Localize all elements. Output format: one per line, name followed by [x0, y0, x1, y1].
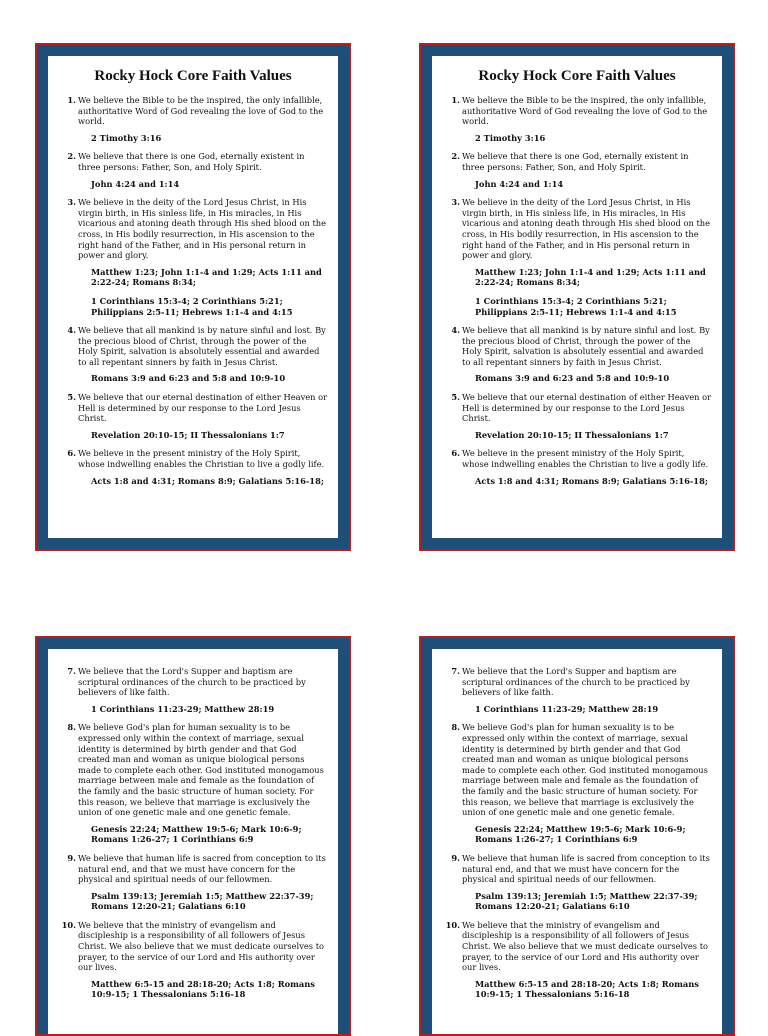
value-text: We believe that the ministry of evangelism and discipleship is a responsibility of all followers of Jesus Christ. We also believe that we must dedicate ourselves to prayer, to the service of our Lord and His authority over our lives.: [78, 919, 325, 973]
scripture-reference: 1 Corinthians 11:23-29; Matthew 28:19: [91, 703, 275, 714]
faith-value-item: [48, 197, 338, 317]
value-number: 1.: [67, 95, 76, 105]
value-statement: [432, 920, 722, 973]
value-number: 6.: [67, 448, 76, 459]
value-number: 3.: [451, 197, 460, 208]
faith-value-item: [48, 151, 338, 189]
value-text: We believe that the Lord's Supper and baptism are scriptural ordinances of the church to be practiced by believers of like faith.: [78, 666, 306, 698]
value-text: We believe in the deity of the Lord Jesus Christ, in His virgin birth, in His sinless life, in His miracles, in His vicarious and atoning death through His shed blood on the cross, in His bodily resurrection, in His ascension to the right hand of the Father, and in His personal return in power and glory.: [78, 197, 327, 261]
scripture-reference: Matthew 1:23; John 1:1-4 and 1:29; Acts 1:11 and 2:22-24; Romans 8:34;: [475, 266, 706, 288]
value-statement: [48, 920, 338, 973]
faith-value-item: [432, 325, 722, 384]
card-content: [432, 56, 722, 538]
value-number: 3.: [67, 197, 76, 208]
scripture-reference: Matthew 1:23; John 1:1-4 and 1:29; Acts 1:11 and 2:22-24; Romans 8:34;: [91, 266, 322, 288]
value-text: We believe that the Lord's Supper and baptism are scriptural ordinances of the church to be practiced by believers of like faith.: [462, 666, 690, 698]
value-text: We believe in the deity of the Lord Jesus Christ, in His virgin birth, in His sinless life, in His miracles, in His vicarious and atoning death through His shed blood on the cross, in His bodily resurrection, in His ascension to the right hand of the Father, and in His personal return in power and glory.: [462, 197, 711, 261]
value-statement: [432, 325, 722, 367]
scripture-reference: Romans 3:9 and 6:23 and 5:8 and 10:9-10: [91, 373, 286, 384]
value-text: We believe that there is one God, eternally existent in three persons: Father, Son, and Holy Spirit.: [462, 151, 689, 172]
value-number: 9.: [451, 852, 460, 863]
value-statement: [48, 448, 338, 469]
scripture-reference: John 4:24 and 1:14: [475, 178, 564, 189]
values-list: [432, 95, 722, 486]
value-text: We believe the Bible to be the inspired, the only infallible, authoritative Word of God revealing the love of God to the world.: [462, 95, 708, 127]
card-title: Rocky Hock Core Faith Values: [478, 68, 676, 84]
value-number: 4.: [67, 325, 76, 336]
value-number: 10.: [445, 919, 460, 930]
scripture-reference: Revelation 20:10-15; II Thessalonians 1:7: [91, 429, 285, 440]
scripture-reference: Psalm 139:13; Jeremiah 1:5; Matthew 22:37-39; Romans 12:20-21; Galatians 6:10: [91, 890, 314, 912]
card-content: [48, 56, 338, 538]
value-statement: [48, 666, 338, 698]
value-text: We believe in the present ministry of the Holy Spirit, whose indwelling enables the Christian to live a godly life.: [78, 448, 325, 470]
scripture-reference: 1 Corinthians 15:3-4; 2 Corinthians 5:21; Philippians 2:5-11; Hebrews 1:1-4 and 4:15: [91, 295, 293, 317]
value-number: 9.: [67, 852, 76, 863]
faith-value-item: [48, 666, 338, 714]
value-statement: [432, 392, 722, 424]
value-text: We believe God's plan for human sexuality is to be expressed only within the context of marriage, sexual identity is determined by birth gender and that God created man and woman as unique biological persons made to complete each other. God instituted monogamous marriage between male and female as the foundation of the family and the basic structure of human society. For this reason, we believe that marriage is exclusively the union of one genetic male and one genetic female.: [462, 722, 708, 818]
value-statement: [48, 853, 338, 885]
value-number: 2.: [451, 151, 460, 162]
value-text: We believe that human life is sacred from conception to its natural end, and that we must have concern for the physical and spiritual needs of our fellowmen.: [78, 852, 326, 885]
faith-value-item: [432, 197, 722, 317]
value-text: We believe that all mankind is by nature sinful and lost. By the precious blood of Christ, through the power of the Holy Spirit, salvation is absolutely essential and awarded to all repentant sinners by faith in Jesus Christ.: [462, 325, 710, 367]
value-number: 10.: [61, 919, 76, 930]
faith-value-item: [432, 722, 722, 845]
faith-card-back-right: [419, 636, 735, 1036]
value-text: We believe that human life is sacred from conception to its natural end, and that we must have concern for the physical and spiritual needs of our fellowmen.: [462, 852, 710, 885]
value-statement: [432, 197, 722, 261]
faith-value-item: [48, 448, 338, 486]
value-number: 8.: [67, 722, 76, 733]
value-text: We believe in the present ministry of the Holy Spirit, whose indwelling enables the Christian to live a godly life.: [462, 448, 709, 470]
faith-value-item: [432, 95, 722, 143]
value-statement: [48, 325, 338, 367]
value-number: 5.: [451, 392, 460, 403]
value-statement: [432, 448, 722, 469]
value-statement: [48, 95, 338, 127]
value-number: 5.: [67, 392, 76, 403]
scripture-reference: Acts 1:8 and 4:31; Romans 8:9; Galatians 5:16-18;: [475, 475, 708, 486]
card-title: Rocky Hock Core Faith Values: [94, 68, 292, 84]
scripture-reference: 1 Corinthians 15:3-4; 2 Corinthians 5:21; Philippians 2:5-11; Hebrews 1:1-4 and 4:15: [475, 295, 677, 317]
faith-card-back-left: [35, 636, 351, 1036]
faith-value-item: [48, 853, 338, 912]
values-list: [432, 666, 722, 1000]
faith-value-item: [48, 325, 338, 384]
value-statement: [432, 151, 722, 172]
faith-value-item: [48, 722, 338, 845]
value-text: We believe that our eternal destination of either Heaven or Hell is determined by our response to the Lord Jesus Christ.: [462, 392, 712, 424]
faith-value-item: [48, 920, 338, 1000]
value-statement: [48, 151, 338, 172]
value-text: We believe that the ministry of evangelism and discipleship is a responsibility of all followers of Jesus Christ. We also believe that we must dedicate ourselves to prayer, to the service of our Lord and His authority over our lives.: [462, 919, 709, 973]
value-text: We believe that all mankind is by nature sinful and lost. By the precious blood of Christ, through the power of the Holy Spirit, salvation is absolutely essential and awarded to all repentant sinners by faith in Jesus Christ.: [78, 325, 326, 367]
faith-value-item: [432, 448, 722, 486]
faith-value-item: [432, 853, 722, 912]
card-content: [48, 649, 338, 1034]
scripture-reference: Psalm 139:13; Jeremiah 1:5; Matthew 22:37-39; Romans 12:20-21; Galatians 6:10: [475, 890, 698, 912]
value-number: 2.: [67, 151, 76, 162]
faith-value-item: [48, 95, 338, 143]
scripture-reference: 2 Timothy 3:16: [91, 132, 162, 143]
faith-value-item: [48, 392, 338, 440]
value-text: We believe that there is one God, eternally existent in three persons: Father, Son, and Holy Spirit.: [78, 151, 305, 172]
value-number: 8.: [451, 722, 460, 733]
scripture-reference: John 4:24 and 1:14: [91, 178, 180, 189]
faith-value-item: [432, 666, 722, 714]
scripture-reference: Matthew 6:5-15 and 28:18-20; Acts 1:8; Romans 10:9-15; 1 Thessalonians 5:16-18: [91, 978, 315, 1000]
value-text: We believe the Bible to be the inspired, the only infallible, authoritative Word of God revealing the love of God to the world.: [78, 95, 324, 127]
value-number: 7.: [67, 666, 76, 676]
value-statement: [48, 197, 338, 261]
value-statement: [432, 853, 722, 885]
value-number: 7.: [451, 666, 460, 676]
scripture-reference: 1 Corinthians 11:23-29; Matthew 28:19: [475, 703, 659, 714]
faith-value-item: [432, 392, 722, 440]
scripture-reference: 2 Timothy 3:16: [475, 132, 546, 143]
value-statement: [432, 722, 722, 817]
value-text: We believe that our eternal destination of either Heaven or Hell is determined by our response to the Lord Jesus Christ.: [78, 392, 328, 424]
scripture-reference: Genesis 22:24; Matthew 19:5-6; Mark 10:6-9; Romans 1:26-27; 1 Corinthians 6:9: [475, 823, 686, 845]
scripture-reference: Matthew 6:5-15 and 28:18-20; Acts 1:8; Romans 10:9-15; 1 Thessalonians 5:16-18: [475, 978, 699, 1000]
faith-card-front-left: [35, 43, 351, 551]
value-number: 1.: [451, 95, 460, 105]
values-list: [48, 666, 338, 1000]
faith-value-item: [432, 920, 722, 1000]
faith-card-front-right: [419, 43, 735, 551]
value-text: We believe God's plan for human sexuality is to be expressed only within the context of marriage, sexual identity is determined by birth gender and that God created man and woman as unique biological persons made to complete each other. God instituted monogamous marriage between male and female as the foundation of the family and the basic structure of human society. For this reason, we believe that marriage is exclusively the union of one genetic male and one genetic female.: [78, 722, 324, 818]
scripture-reference: Genesis 22:24; Matthew 19:5-6; Mark 10:6-9; Romans 1:26-27; 1 Corinthians 6:9: [91, 823, 302, 845]
scripture-reference: Revelation 20:10-15; II Thessalonians 1:7: [475, 429, 669, 440]
value-statement: [432, 95, 722, 127]
values-list: [48, 95, 338, 486]
value-statement: [48, 392, 338, 424]
value-number: 4.: [451, 325, 460, 336]
faith-value-item: [432, 151, 722, 189]
card-content: [432, 649, 722, 1034]
value-number: 6.: [451, 448, 460, 459]
value-statement: [48, 722, 338, 817]
value-statement: [432, 666, 722, 698]
scripture-reference: Romans 3:9 and 6:23 and 5:8 and 10:9-10: [475, 373, 670, 384]
scripture-reference: Acts 1:8 and 4:31; Romans 8:9; Galatians 5:16-18;: [91, 475, 324, 486]
